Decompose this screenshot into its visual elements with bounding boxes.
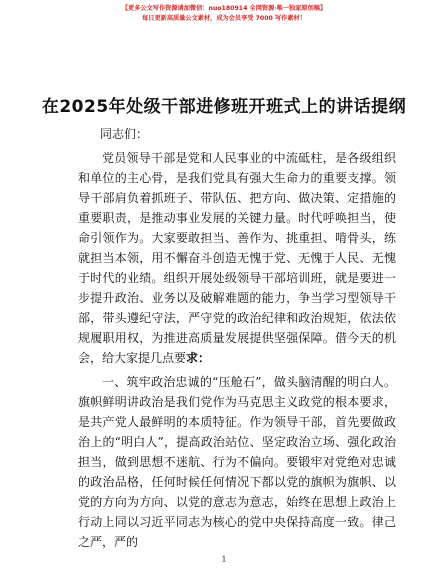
page-number: 1	[221, 555, 227, 564]
paragraph-intro-end: 求：	[186, 351, 211, 365]
paragraph-intro	[78, 148, 396, 368]
document-body	[78, 124, 396, 552]
paragraph-section-one: 一、筑牢政治忠诚的“压舱石”，做头脑清醒的明白人。旗帜鲜明讲政治是我们党作为马克思主义政党的根本要求，是共产党人最鲜明的本质特征。作为领导干部，首先要做政治上的“明白人”，提高政治站位、坚定政治立场、强化政治担当，做到思想不迷航、行为不偏向。要锻牢对党绝对忠诚的政治品格，任何时候任何情况下都以党的旗帜为旗帜、以党的方向为方向、以党的意志为意志，始终在思想上政治上行动上同以习近平同志为核心的党中央保持高度一致。律己之严，严的	[78, 375, 396, 549]
document-title: 在2025年处级干部进修班开班式上的讲话提纲	[41, 97, 407, 117]
promo-banner-line-2: 每日更新高质量公文素材，成为会员享受 7000 写作素材！	[142, 15, 306, 22]
promo-banner-line-1: 【更多公文写作资源请加微信：nuo180914 全网资源·唯一独家原创稿】	[121, 5, 327, 12]
promo-banner	[0, 4, 448, 24]
paragraph-intro-text: 党员领导干部是党和人民事业的中流砥柱，是各级组织和单位的主心骨，是我们党具有强大生命力的重要支撑。领导干部肩负着抓班子、带队伍、把方向、做决策、定措施的重要职责，是推动事业发展的关键力量。时代呼唤担当，使命引领作为。大家要敢担当、善作为、挑重担、啃骨头，练就担当本领，用不懈奋斗创造无愧于党、无愧于人民、无愧于时代的业绩。组织开展处级领导干部培训班，就是要进一步提升政治、业务以及破解难题的能力，争当学习型领导干部，带头遵纪守法，严守党的政治纪律和政治规矩，依法依规履职用权，为推进高质量发展提供坚强保障。借今天的机会，给大家提几点要	[78, 151, 396, 365]
greeting: 同志们：	[100, 127, 149, 141]
